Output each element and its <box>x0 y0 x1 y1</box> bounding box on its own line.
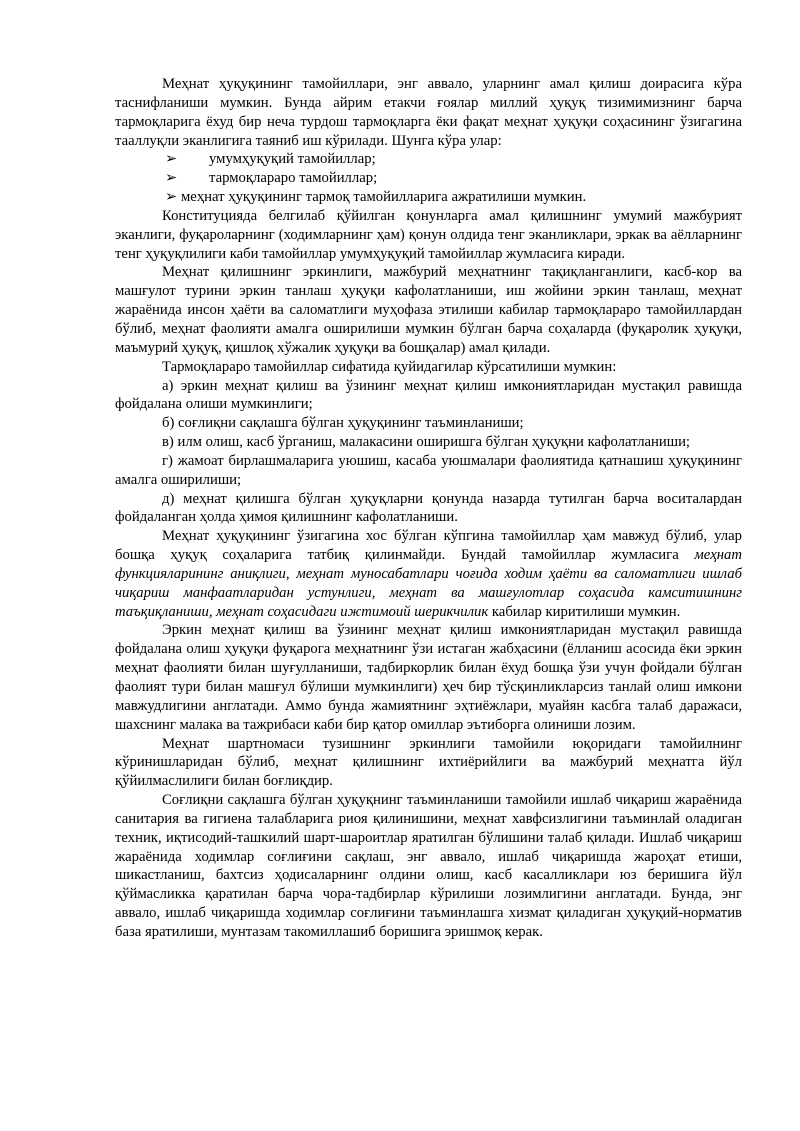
list-item-a: а) эркин меҳнат қилиш ва ўзининг меҳнат қилиш имкониятларидан мустақил равишда фойдалана олиши мумкинлиги; <box>115 377 742 413</box>
paragraph-health: Соғлиқни сақлашга бўлган ҳуқуқнинг таъминланиши тамойили ишлаб чиқариш жараёнида санитария ва гигиена талабларига риоя қилинишини, меҳнат хавфсизлигини таъминлай оладиган техник, иқтисодий-ташкилий шарт-шароитлар яратилган бўлишини талаб қилади. Ишлаб чиқариш жараёнида ходимлар соғлиғини сақлаш, энг аввало, ишлаб чиқаришда жароҳат етиши, шикастланиш, бахтсиз ҳодисаларнинг олдини олиш, касб касалликлари юз беришига йўл қўймасликка қаратилан барча чора-тадбирлар кўрилиши лозимлигини англатади. Бунда, энг аввало, ишлаб чиқаришда ходимлар соғлиғини таъминлашга хизмат қиладиган ҳуқуқий-норматив база яратилиши, мунтазам такомиллашиб боришига эришмоқ керак. <box>115 792 742 940</box>
bullet-text: меҳнат ҳуқуқининг тармоқ тамойилларига ажратилиши мумкин. <box>181 189 587 206</box>
list-item-c: в) илм олиш, касб ўрганиш, малакасини оширишга бўлган ҳуқуқни кафолатланиши; <box>162 434 691 451</box>
paragraph-own-italic: меҳнат функцияларининг аниқлиги, меҳнат муносабатлари чоғида ходим ҳаёти ва саломатлиги ишлаб чиқариш манфаатларидан устунлиги, меҳнат ва машғулотлар соҳасида камситишнинг таъқиқланиши, меҳнат соҳасидаги ижтимоий шерикчилик <box>115 547 742 620</box>
paragraph-freedom: Меҳнат қилишнинг эркинлиги, мажбурий меҳнатнинг тақиқланганлиги, касб-кор ва машғулот турини эркин танлаш ҳуқуқи кафолатланиши, иш жойини эркин танлаш, меҳнат жараёнида инсон ҳаёти ва саломатлиги муҳофаза этилиши кабилар тармоқлараро тамойиллардан бўлиб, меҳнат фаолияти амалга оширилиши мумкин бўлган барча соҳаларда (фуқаролик ҳуқуқи, маъмурий ҳуқуқ, қишлоқ хўжалик ҳуқуқи ва бошқалар) амал қилади. <box>115 264 742 356</box>
bullet-text: умумҳуқуқий тамойиллар; <box>209 151 376 168</box>
list-item-d: г) жамоат бирлашмаларига уюшиш, касаба уюшмалари фаолиятида қатнашиш ҳуқуқининг амалга оширилиши; <box>115 452 742 488</box>
bullet-item <box>115 150 742 169</box>
paragraph-inter-intro: Тармоқлараро тамойиллар сифатида қуйидагилар кўрсатилиши мумкин: <box>162 358 617 375</box>
bullet-item <box>115 169 742 188</box>
paragraph-own-principles <box>115 527 742 621</box>
paragraph-constitution: Конституцияда белгилаб қўйилган қонунларга амал қилишнинг умумий мажбурият эканлиги, фуқароларнинг (ходимларнинг ҳам) қонун олдида тенг эканликлари, эркак ва аёлларнинг тенг ҳуқуқлилиги каби тамойиллар умумҳуқуқий тамойиллар жумласига киради. <box>115 207 742 262</box>
paragraph-intro: Меҳнат ҳуқуқининг тамойиллари, энг аввало, уларнинг амал қилиш доирасига кўра таснифланиши мумкин. Бунда айрим етакчи ғоялар миллий ҳуқуқ тизимимизнинг барча тармоқларига ёхуд бир неча турдош тармоқларга ёки фақат меҳнат ҳуқуқи соҳасининг ўзигагина тааллуқли эканлигига таяниб иш кўрилади. Шунга кўра улар: <box>115 76 742 149</box>
arrow-bullet-icon: ➢ <box>165 170 178 187</box>
bullet-item <box>115 188 742 207</box>
bullet-text: тармоқлараро тамойиллар; <box>209 170 378 187</box>
paragraph-contract: Меҳнат шартномаси тузишнинг эркинлиги тамойили юқоридаги тамойилнинг кўринишларидан бўлиб, меҳнат қилишнинг ихтиёрийлиги ва мажбурий меҳнатга йўл қўйилмаслилиги билан боғлиқдир. <box>115 735 742 790</box>
list-item-b: б) соғлиқни сақлашга бўлган ҳуқуқининг таъминланиши; <box>162 415 524 432</box>
paragraph-own-text-a: Меҳнат ҳуқуқининг ўзигагина хос бўлган кўпгина тамойиллар ҳам мавжуд бўлиб, улар бошқа ҳуқуқ соҳаларига татбиқ қилинмайди. Бундай тамойиллар жумласига <box>115 528 742 564</box>
paragraph-own-text-b: кабилар киритилиши мумкин. <box>488 603 681 620</box>
paragraph-free-work: Эркин меҳнат қилиш ва ўзининг меҳнат қилиш имкониятларидан мустақил равишда фойдалана олиш ҳуқуқи фуқарога меҳнатнинг ўзи истаган жабҳасини (ёлланиш асосида ёки эркин меҳнат фаолияти билан шуғулланиши, тадбиркорлик билан ёхуд бошқа ўзи учун фойдали бўлган фаолият тури билан машғул бўлиши мумкинлиги) ҳеч бир тўсқинликларсиз танлай олиш имкони мавжудлигини англатади. Аммо бунда жамиятнинг эҳтиёжлари, муайян касбга талаб даражаси, шахснинг малака ва тажрибаси каби бир қатор омиллар эътиборга олиниши лозим. <box>115 622 742 733</box>
list-item-e: д) меҳнат қилишга бўлган ҳуқуқларни қонунда назарда тутилган барча воситалардан фойдаланган ҳолда ҳимоя қилишнинг кафолатланиши. <box>115 490 742 526</box>
document-page <box>115 75 742 942</box>
arrow-bullet-icon: ➢ <box>165 151 178 168</box>
arrow-bullet-icon: ➢ <box>165 189 178 206</box>
